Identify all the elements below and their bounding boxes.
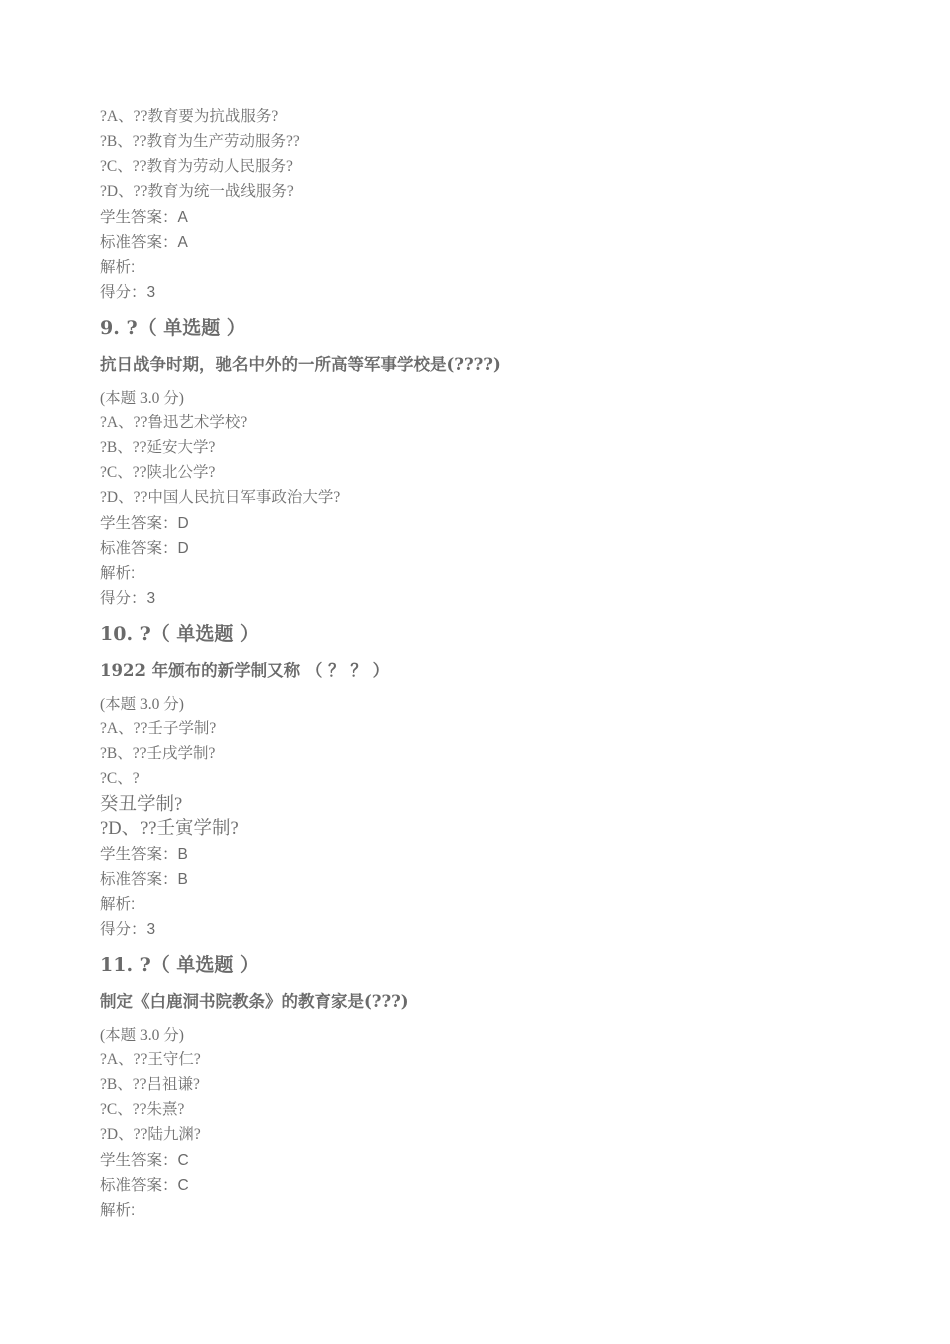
q10-option-c-text: 癸丑学制?: [100, 795, 183, 815]
q8-option-d: ?D、??教育为统一战线服务?: [100, 183, 294, 200]
q10-student-answer: 学生答案：B: [100, 846, 188, 863]
q10-score: 得分：3: [100, 921, 156, 938]
q10-option-c: ?C、?: [100, 770, 140, 787]
q9-stem: 抗日战争时期，驰名中外的一所高等军事学校是(????): [100, 355, 501, 374]
q8-option-b: ?B、??教育为生产劳动服务??: [100, 133, 300, 150]
q11-stem: 制定《白鹿洞书院教条》的教育家是(???): [100, 992, 409, 1011]
q8-analysis: 解析:: [100, 259, 136, 276]
q9-option-b: ?B、??延安大学?: [100, 439, 216, 456]
q9-heading: 9. ?（ 单选题 ）: [100, 317, 246, 339]
q10-stem: 1922 年颁布的新学制又称 （ ？ ？ ）: [100, 661, 390, 680]
q11-heading: 11. ?（ 单选题 ）: [100, 954, 260, 976]
q11-option-a: ?A、??王守仁?: [100, 1051, 201, 1068]
q9-standard-answer: 标准答案：D: [100, 540, 189, 557]
q11-option-c: ?C、??朱熹?: [100, 1101, 185, 1118]
q9-option-d: ?D、??中国人民抗日军事政治大学?: [100, 489, 341, 506]
q10-standard-answer: 标准答案：B: [100, 871, 188, 888]
q9-points: (本题 3.0 分): [100, 390, 184, 407]
q11-points: (本题 3.0 分): [100, 1027, 184, 1044]
q10-analysis: 解析:: [100, 896, 136, 913]
q8-option-a: ?A、??教育要为抗战服务?: [100, 108, 279, 125]
q8-option-c: ?C、??教育为劳动人民服务?: [100, 158, 293, 175]
q10-option-b: ?B、??壬戌学制?: [100, 745, 216, 762]
q9-student-answer: 学生答案：D: [100, 515, 189, 532]
q10-option-d: ?D、??壬寅学制?: [100, 819, 239, 839]
q11-option-b: ?B、??吕祖谦?: [100, 1076, 200, 1093]
q8-score: 得分：3: [100, 284, 156, 301]
q9-analysis: 解析:: [100, 565, 136, 582]
q9-score: 得分：3: [100, 590, 156, 607]
q9-option-a: ?A、??鲁迅艺术学校?: [100, 414, 248, 431]
q9-option-c: ?C、??陕北公学?: [100, 464, 216, 481]
q11-student-answer: 学生答案：C: [100, 1152, 189, 1169]
q8-student-answer: 学生答案：A: [100, 209, 188, 226]
q10-option-a: ?A、??壬子学制?: [100, 720, 217, 737]
q10-heading: 10. ?（ 单选题 ）: [100, 623, 260, 645]
q10-points: (本题 3.0 分): [100, 696, 184, 713]
q8-standard-answer: 标准答案：A: [100, 234, 188, 251]
q11-option-d: ?D、??陆九渊?: [100, 1126, 201, 1143]
q11-standard-answer: 标准答案：C: [100, 1177, 189, 1194]
q11-analysis: 解析:: [100, 1202, 136, 1219]
